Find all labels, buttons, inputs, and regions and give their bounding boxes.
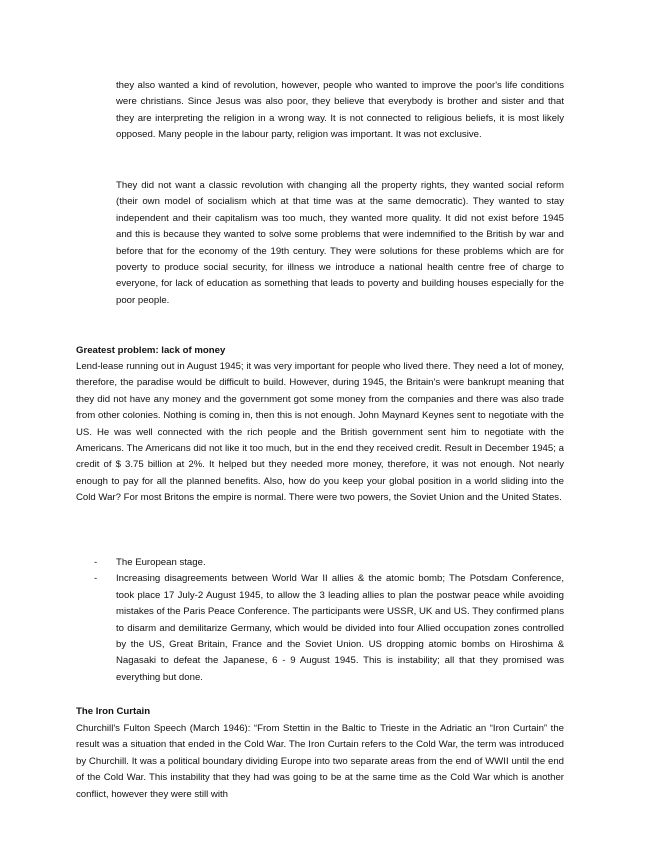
list-item-text: The European stage. <box>116 557 206 568</box>
paragraph-social-reform: They did not want a classic revolution with changing all the property rights, they wanted social reform (their own model of socialism which at that time was at the same democratic). They wanted to stay independent and their capitalism was too much, they wanted more quality. It did not exist before 1945 and this is because they wanted to solve some problems that were indemnified to the British by war and before that for the economy of the 19th century. They were solutions for these problems which are for poverty to produce social security, for illness we introduce a national health centre free of charge to everyone, for lack of education as something that leads to poverty and building houses especially for the poor people. <box>116 180 564 306</box>
list-item <box>76 571 564 686</box>
heading-greatest-problem: Greatest problem: lack of money <box>76 345 226 356</box>
list-item <box>76 555 564 571</box>
list-item-text: Increasing disagreements between World War II allies & the atomic bomb; The Potsdam Conference, took place 17 July-2 August 1945, to allow the 3 leading allies to plan the postwar peace while avoiding mistakes of the Paris Peace Conference. The participants were USSR, UK and US. They confirmed plans to disarm and demilitarize Germany, which would be divided into four Allied occupation zones controlled by the US, Great Britain, France and the Soviet Union. US dropping atomic bombs on Hiroshima & Nagasaki to defeat the Japanese, 6 - 9 August 1945. This is instability; all that they promised was everything but done. <box>116 573 564 683</box>
heading-iron-curtain: The Iron Curtain <box>76 706 151 717</box>
paragraph-lack-of-money: Lend-lease running out in August 1945; it was very important for people who lived there. They need a lot of money, therefore, the paradise would be difficult to build. However, during 1945, the Britain's were bankrupt meaning that they did not have any money and the government got some money from the companies and there was also trade from other colonies. Nothing is coming in, then this is not enough. John Maynard Keynes sent to negotiate with the US. He was well connected with the rich people and the British government sent him to negotiate with the Americans. The Americans did not like it too much, but in the end they received credit. Result in December 1945; a credit of $ 3.75 billion at 2%. It helped but they needed more money, therefore, it was not enough. Not nearly enough to pay for all the planned benefits. Also, how do you keep your global position in a world sliding into the Cold War? For most Britons the empire is normal. There were two powers, the Soviet Union and the United States. <box>76 361 564 504</box>
paragraph-christian-socialists: they also wanted a kind of revolution, however, people who wanted to improve the poor's life conditions were christians. Since Jesus was also poor, they believe that everybody is brother and sister and that they are interpreting the religion in a wrong way. It is not connected to religious beliefs, it is most likely opposed. Many people in the labour party, religion was important. It was not exclusive. <box>116 80 564 141</box>
dash-marker: - <box>94 557 98 568</box>
dash-marker: - <box>94 573 98 585</box>
paragraph-iron-curtain: Churchill's Fulton Speech (March 1946): “From Stettin in the Baltic to Trieste in the Adriatic an “Iron Curtain” the result was a situation that ended in the Cold War. The Iron Curtain refers to the Cold War, the term was introduced by Churchill. It was a political boundary dividing Europe into two separate areas from the end of WWII until the end of the Cold War. This instability that they had was going to be at the same time as the Cold War which is another conflict, however they were still with <box>76 723 564 800</box>
dash-list <box>76 555 564 686</box>
